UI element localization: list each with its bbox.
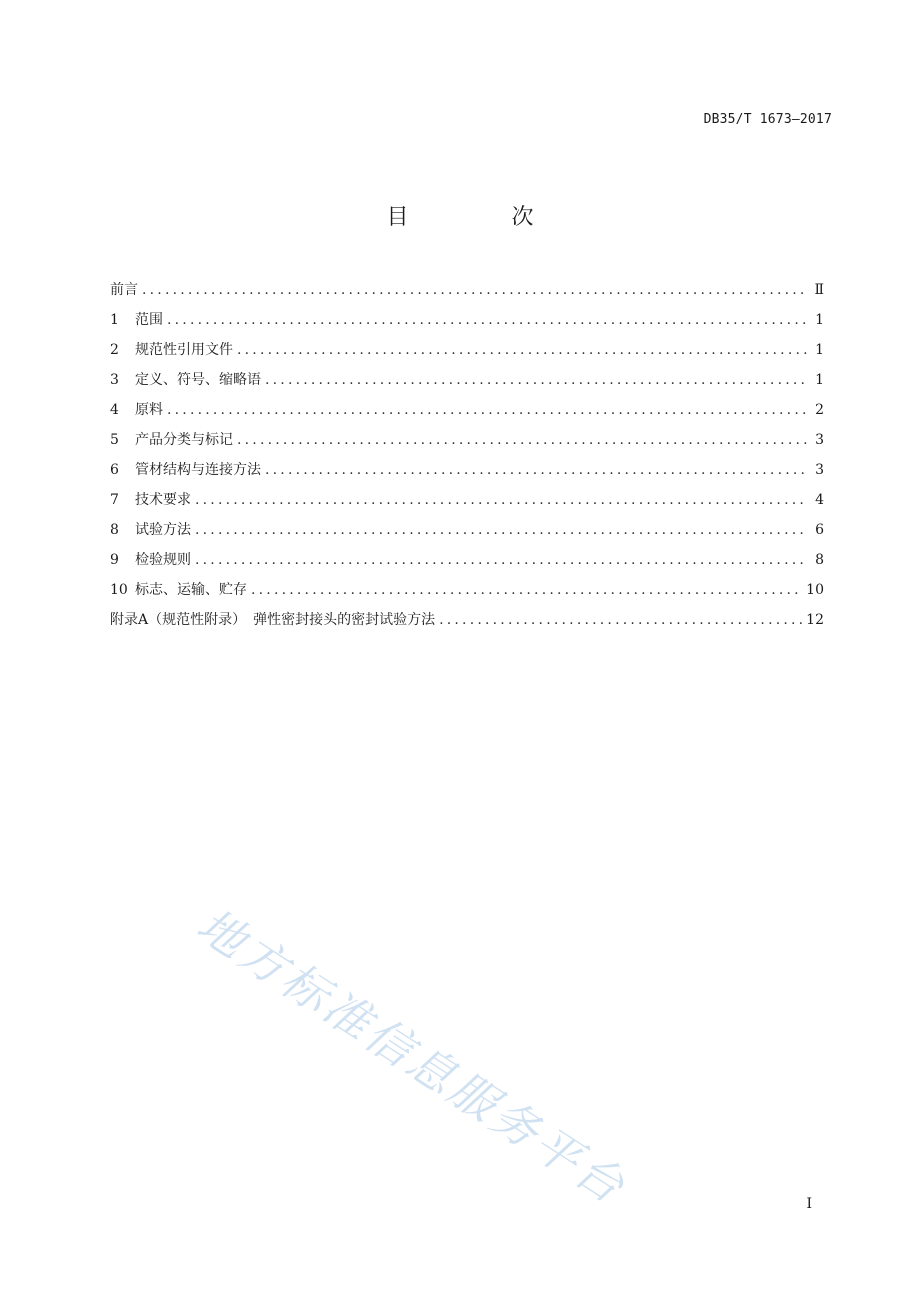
toc-leader-dots	[237, 339, 808, 361]
toc-entry-8[interactable]	[110, 519, 824, 549]
toc-leader-dots	[195, 489, 808, 511]
toc-section-number: 6	[110, 462, 119, 478]
toc-entry-title: 原料	[135, 402, 163, 418]
toc-entry-5[interactable]	[110, 429, 824, 459]
toc-page-number: 1	[815, 342, 824, 358]
document-code: DB35/T 1673—2017	[703, 112, 832, 127]
toc-page-number: 10	[806, 582, 824, 598]
toc-section-number: 3	[110, 372, 119, 388]
toc-page-number: 4	[815, 492, 824, 508]
toc-entry-title: 管材结构与连接方法	[135, 462, 261, 478]
toc-entry-3[interactable]	[110, 369, 824, 399]
toc-page-number: 1	[815, 312, 824, 328]
toc-leader-dots	[439, 609, 802, 631]
toc-section-number: 1	[110, 312, 119, 328]
toc-page-number: 3	[815, 462, 824, 478]
toc-entry-7[interactable]	[110, 489, 824, 519]
toc-entry-10[interactable]	[110, 579, 824, 609]
toc-section-number: 4	[110, 402, 119, 418]
toc-entry-title: 试验方法	[135, 522, 191, 538]
toc-leader-dots	[167, 309, 808, 331]
toc-section-number: 2	[110, 342, 119, 358]
toc-section-number: 10	[110, 582, 128, 598]
page-title: 目 次	[386, 205, 582, 230]
toc-entry-preface[interactable]	[110, 279, 824, 309]
toc-entry-title: 附录A（规范性附录） 弹性密封接头的密封试验方法	[110, 612, 436, 628]
toc-page-number: 12	[806, 612, 824, 628]
toc-entry-4[interactable]	[110, 399, 824, 429]
toc-leader-dots	[195, 549, 808, 571]
toc-leader-dots	[167, 399, 808, 421]
toc-section-number: 8	[110, 522, 119, 538]
toc-leader-dots	[265, 459, 808, 481]
toc-entry-1[interactable]	[110, 309, 824, 339]
page-number: I	[806, 1196, 812, 1212]
toc-leader-dots	[265, 369, 808, 391]
toc-page-number: 3	[815, 432, 824, 448]
toc-entry-title: 标志、运输、贮存	[135, 582, 247, 598]
toc-entry-title: 技术要求	[135, 492, 191, 508]
toc-entry-title: 产品分类与标记	[135, 432, 233, 448]
toc-leader-dots	[251, 579, 802, 601]
toc-section-number: 5	[110, 432, 119, 448]
toc-entry-title: 范围	[135, 312, 163, 328]
toc-section-number: 9	[110, 552, 119, 568]
toc-leader-dots	[142, 279, 808, 301]
toc-entry-title: 定义、符号、缩略语	[135, 372, 261, 388]
toc-entry-9[interactable]	[110, 549, 824, 579]
table-of-contents	[110, 279, 824, 639]
toc-page-number: 2	[815, 402, 824, 418]
toc-leader-dots	[237, 429, 808, 451]
toc-section-number: 7	[110, 492, 119, 508]
toc-entry-title: 检验规则	[135, 552, 191, 568]
toc-entry-appendix-a[interactable]	[110, 609, 824, 639]
toc-page-number: 6	[815, 522, 824, 538]
toc-page-number: Ⅱ	[814, 282, 824, 298]
toc-entry-title: 规范性引用文件	[135, 342, 233, 358]
toc-entry-2[interactable]	[110, 339, 824, 369]
toc-page-number: 8	[815, 552, 824, 568]
toc-entry-6[interactable]	[110, 459, 824, 489]
toc-leader-dots	[195, 519, 808, 541]
toc-page-number: 1	[815, 372, 824, 388]
toc-entry-title: 前言	[110, 282, 138, 298]
watermark: 地方标准信息服务平台	[187, 897, 637, 1216]
